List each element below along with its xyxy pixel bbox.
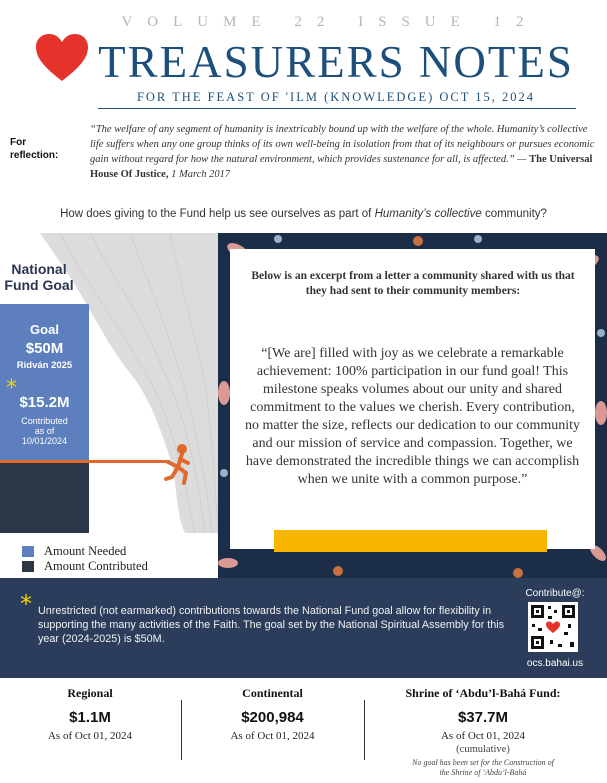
guiding-question	[0, 208, 607, 220]
fund-goal-heading: National Fund Goal	[4, 261, 74, 293]
stat-title: Continental	[242, 686, 303, 700]
goal-label: Goal	[30, 322, 59, 337]
stat-title: Shrine of ‘Abdu’l-Bahá Fund:	[405, 686, 561, 700]
newsletter-title: TREASURERS NOTES	[98, 37, 574, 87]
legend-swatch-contributed	[22, 561, 34, 572]
contributed-date: 10/01/2024	[21, 436, 68, 446]
stat-value: $1.1M	[69, 709, 111, 726]
amount-contributed-bar	[0, 462, 89, 533]
accent-bar	[274, 530, 547, 552]
stat-date: As of Oct 01, 2024	[230, 730, 315, 742]
stat-divider	[364, 700, 365, 760]
legend-label-needed: Amount Needed	[44, 544, 127, 558]
question-text: How does giving to the Fund help us see ourselves as part of	[60, 208, 375, 220]
contributed-as-of: as of	[34, 426, 55, 436]
excerpt-quote: “[We are] filled with joy as we celebrate a remarkable achievement: 100% participation in our fund goal! This milestone speaks volumes about our unity and shared commitment to the values we cherish. Every contribution, no matter the size, reflects our dedication to our community and our mission of service and compassion. Together, we have demonstrated the incredible things we can accomplish when we unite with a common purpose.”	[244, 346, 581, 487]
heart-icon	[34, 33, 90, 83]
info-band	[0, 578, 607, 678]
stat-divider	[181, 700, 182, 760]
contribute-url[interactable]: ocs.bahai.us	[526, 658, 584, 669]
climber-icon	[158, 443, 194, 485]
asterisk-star-icon: *	[6, 376, 17, 401]
title-divider	[98, 108, 576, 109]
stat-note: No goal has been set for the Construction of the Shrine of ‘Abdu’l-Bahá	[412, 758, 554, 777]
stat-date: As of Oct 01, 2024	[440, 730, 526, 742]
stat-cumulative: (cumulative)	[456, 744, 510, 755]
excerpt-panel	[218, 233, 607, 578]
legend-swatch-needed	[22, 546, 34, 557]
qr-code[interactable]	[528, 602, 578, 652]
stat-value: $37.7M	[457, 709, 509, 726]
chart-legend	[22, 544, 148, 574]
contributed-amount: $15.2M	[19, 394, 70, 411]
goal-period: Ridván 2025	[16, 360, 73, 371]
goal-amount: $50M	[25, 340, 64, 357]
contributed-label: Contributed	[21, 416, 68, 426]
quote-date: 1 March 2017	[168, 169, 231, 180]
stat-title: Regional	[67, 686, 113, 700]
fund-goal-panel	[0, 233, 218, 578]
quote-source: The Universal House Of Justice,	[90, 154, 593, 180]
stat-date: As of Oct 01, 2024	[47, 730, 133, 742]
shrine-fund-stat	[378, 686, 588, 778]
reflection-quote	[90, 122, 598, 182]
excerpt-card	[230, 249, 595, 549]
regional-stat	[20, 686, 160, 742]
legend-label-contributed: Amount Contributed	[44, 559, 148, 573]
legend-item-needed	[22, 544, 148, 559]
contribute-label: Contribute@:	[525, 588, 585, 599]
stat-value: $200,984	[241, 709, 304, 726]
continental-stat	[200, 686, 345, 742]
reflection-label: For reflection:	[10, 137, 59, 161]
question-text-end: community?	[481, 208, 547, 220]
quote-text: “The welfare of any segment of humanity is inextricably bound up with the welfare of the whole. Humanity’s collective life suffers when any one group thinks of its own well-being in isolation from that of its neighbours or pursues economic gain without regard for how the natural environment, which provides sustenance for all, is affected.” —	[90, 124, 595, 165]
asterisk-star-icon: *	[20, 590, 32, 618]
volume-issue-line: VOLUME 22 ISSUE 12	[121, 14, 539, 30]
legend-item-contributed	[22, 559, 148, 574]
question-emphasis: Humanity’s collective	[374, 208, 482, 220]
excerpt-heading: Below is an excerpt from a letter a community shared with us that they had sent to their community members:	[251, 270, 575, 297]
newsletter-subtitle: FOR THE FEAST OF 'ILM (KNOWLEDGE) OCT 15, 2024	[136, 90, 536, 104]
unrestricted-contributions-note: Unrestricted (not earmarked) contributions towards the National Fund goal allow for flexibility in supporting the many activities of the Faith. The goal set by the National Spiritual Assembly for this year (2024-2025) is $50M.	[38, 605, 505, 645]
progress-line	[0, 460, 170, 463]
